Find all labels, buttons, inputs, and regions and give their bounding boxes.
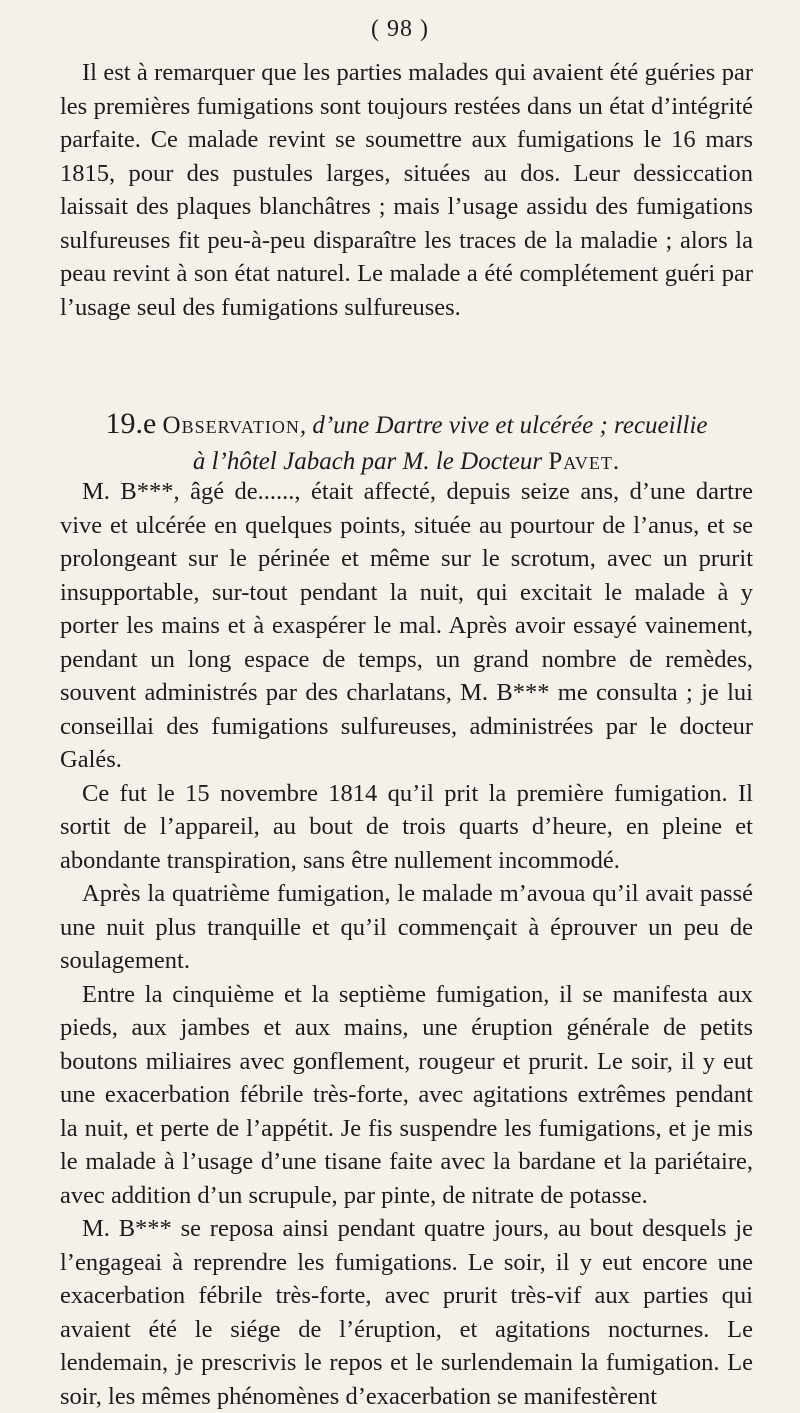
intro-paragraph-block [60,56,753,324]
body-paragraph: M. B***, âgé de......, était affecté, depuis seize ans, d’une dartre vive et ulcérée en quelques points, située au pourtour de l’anus, et se prolongeant sur le périnée et même sur le scrotum, avec un prurit insupportable, sur-tout pendant la nuit, qui excitait le malade à y porter les mains et à exaspérer le mal. Après avoir essayé vainement, pendant un long espace de temps, un grand nombre de remèdes, souvent administrés par des charlatans, M. B*** me consulta ; je lui conseillai des fumigations sulfureuses, administrées par le docteur Galés. [60,478,753,773]
observation-heading [60,406,753,480]
observation-body [60,475,753,1413]
observation-title-line1: , d’une Dartre vive et ulcérée ; recueillie [299,412,708,439]
body-paragraph: Après la quatrième fumigation, le malade m’avoua qu’il avait passé une nuit plus tranquille et qu’il commençait à éprouver un peu de soulagement. [60,880,753,974]
body-paragraph: Entre la cinquième et la septième fumigation, il se manifesta aux pieds, aux jambes et aux mains, une éruption générale de petits boutons miliaires avec gonflement, rougeur et prurit. Le soir, il y eut une exacerbation fébrile très-forte, avec agitations extrêmes pendant la nuit, et perte de l’appétit. Je fis suspendre les fumigations, et je mis le malade à l’usage d’une tisane faite avec la bardane et la pariétaire, avec addition d’un scrupule, par pinte, de nitrate de potasse. [60,980,753,1209]
body-paragraph: M. B*** se reposa ainsi pendant quatre jours, au bout desquels je l’engageai à reprendre les fumigations. Le soir, il y eut encore une exacerbation fébrile très-forte, avec prurit très-vif aux parties qui avaient été le siége de l’éruption, et agitations nocturnes. Le lendemain, je prescrivis le repos et le surlendemain la fumigation. Le soir, les mêmes phénomènes d’exacerbation se manifestèrent [60,1215,753,1410]
intro-paragraph: Il est à remarquer que les parties malades qui avaient été guéries par les premières fumigations sont toujours restées dans un état d’intégrité parfaite. Ce malade revint se soumettre aux fumigations le 16 mars 1815, pour des pustules larges, situées au dos. Leur dessiccation laissait des plaques blanchâtres ; mais l’usage assidu des fumigations sulfureuses fit peu-à-peu disparaître les traces de la maladie ; alors la peau revint à son état naturel. Le malade a été complétement guéri par l’usage seul des fumigations sulfureuses. [60,59,753,321]
observation-author: Pavet. [548,448,621,475]
observation-number: 19.e [105,407,157,440]
page-number: ( 98 ) [371,16,429,42]
observation-label: Observation [162,412,300,439]
body-paragraph: Ce fut le 15 novembre 1814 qu’il prit la première fumigation. Il sortit de l’appareil, au bout de trois quarts d’heure, en pleine et abondante transpiration, sans être nullement incommodé. [60,779,753,874]
observation-title-line2: à l’hôtel Jabach par M. le Docteur [192,448,543,475]
